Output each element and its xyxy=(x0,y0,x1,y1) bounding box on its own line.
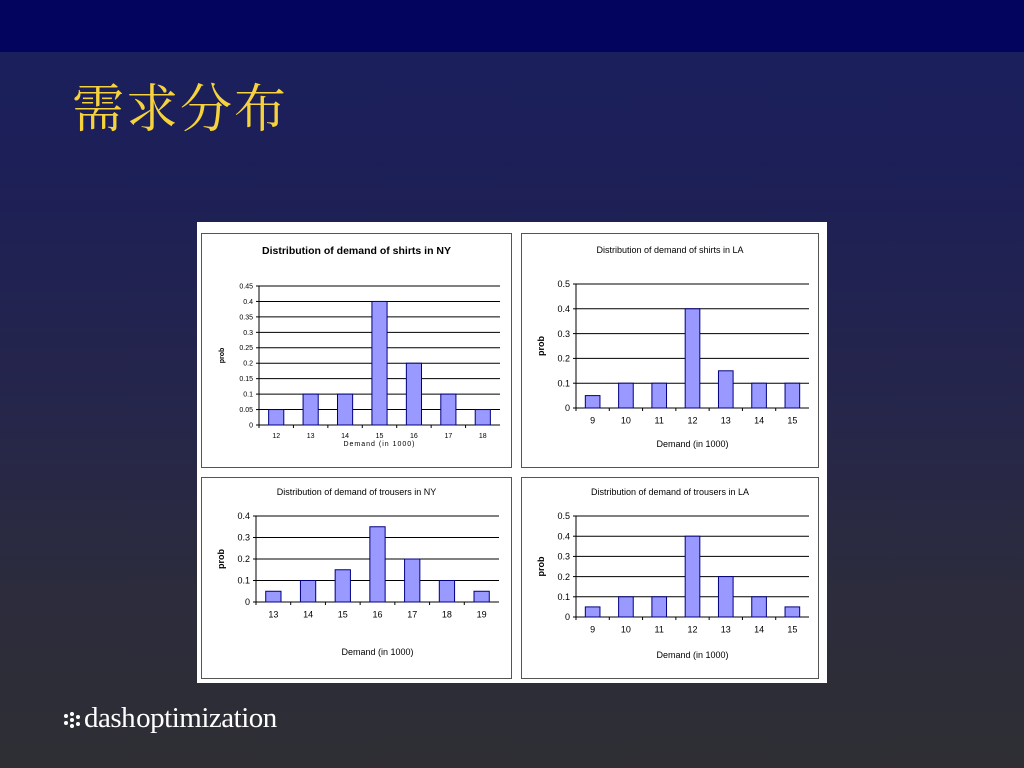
chart-panel-trousers-la xyxy=(521,477,819,679)
y-tick-label: 0 xyxy=(564,403,570,414)
x-tick-label: 19 xyxy=(476,609,487,620)
bar-15 xyxy=(785,383,800,408)
bar-17 xyxy=(441,394,456,425)
charts-figure xyxy=(197,222,827,683)
x-tick-label: 12 xyxy=(687,624,698,635)
x-tick-label: 10 xyxy=(620,624,631,635)
x-tick-label: 14 xyxy=(754,415,765,426)
y-axis-label: prob xyxy=(536,556,546,577)
x-tick-label: 13 xyxy=(720,624,731,635)
chart-shirts-la xyxy=(522,234,818,467)
x-tick-label: 11 xyxy=(654,415,664,426)
chart-trousers-la xyxy=(522,478,818,678)
y-tick-label: 0 xyxy=(564,612,570,623)
x-tick-label: 13 xyxy=(268,609,279,620)
bar-14 xyxy=(337,394,352,425)
y-tick-label: 0.1 xyxy=(557,591,570,602)
chart-title: Distribution of demand of trousers in LA xyxy=(590,487,750,497)
y-tick-label: 0.5 xyxy=(557,279,570,290)
chart-panel-shirts-ny xyxy=(201,233,512,468)
bar-12 xyxy=(685,309,700,408)
y-tick-label: 0.3 xyxy=(243,329,253,337)
bar-9 xyxy=(585,396,600,408)
x-tick-label: 15 xyxy=(787,624,798,635)
y-tick-label: 0.3 xyxy=(557,551,570,562)
bar-15 xyxy=(785,607,800,617)
bar-18 xyxy=(439,581,454,603)
x-tick-label: 16 xyxy=(372,609,383,620)
y-tick-label: 0 xyxy=(244,597,250,608)
y-tick-label: 0.2 xyxy=(557,353,570,364)
bar-11 xyxy=(652,597,667,617)
x-tick-label: 12 xyxy=(687,415,698,426)
chart-shirts-ny xyxy=(202,234,511,467)
bar-12 xyxy=(685,536,700,617)
y-tick-label: 0.15 xyxy=(239,376,253,384)
x-axis-label: Demand (in 1000) xyxy=(341,647,414,657)
x-axis-label: Demand (in 1000) xyxy=(656,650,729,660)
chart-title: Distribution of demand of shirts in NY xyxy=(262,245,451,257)
bar-14 xyxy=(752,383,767,408)
x-tick-label: 15 xyxy=(337,609,348,620)
x-tick-label: 13 xyxy=(720,415,731,426)
x-tick-label: 10 xyxy=(620,415,631,426)
bar-13 xyxy=(718,371,733,408)
y-tick-label: 0.4 xyxy=(557,531,570,542)
x-tick-label: 12 xyxy=(272,433,281,441)
x-tick-label: 9 xyxy=(590,415,596,426)
x-tick-label: 18 xyxy=(478,433,487,441)
y-tick-label: 0.25 xyxy=(239,345,253,353)
y-axis-label: prob xyxy=(536,336,546,356)
chart-panel-shirts-la xyxy=(521,233,819,468)
y-tick-label: 0.2 xyxy=(237,554,250,565)
chart-title: Distribution of demand of shirts in LA xyxy=(596,245,744,255)
x-tick-label: 17 xyxy=(444,433,453,441)
x-axis-label: Demand (in 1000) xyxy=(656,439,729,449)
x-tick-label: 15 xyxy=(375,433,384,441)
y-tick-label: 0.1 xyxy=(243,391,253,399)
company-logo xyxy=(64,702,277,735)
bar-14 xyxy=(300,581,315,603)
logo-optimization-text: optimization xyxy=(136,702,277,734)
x-tick-label: 11 xyxy=(654,624,664,635)
bar-13 xyxy=(303,394,318,425)
x-tick-label: 15 xyxy=(787,415,798,426)
bar-11 xyxy=(652,383,667,408)
bar-16 xyxy=(370,527,385,602)
y-tick-label: 0.3 xyxy=(237,532,250,543)
bar-17 xyxy=(405,559,420,602)
y-axis-label: prob xyxy=(219,347,226,364)
bar-10 xyxy=(619,597,634,617)
bar-9 xyxy=(585,607,600,617)
y-tick-label: 0.35 xyxy=(239,314,253,322)
x-tick-label: 16 xyxy=(410,433,418,441)
chart-title: Distribution of demand of trousers in NY xyxy=(276,487,437,497)
header-bar xyxy=(0,0,1024,52)
bar-14 xyxy=(752,597,767,617)
y-tick-label: 0.45 xyxy=(239,283,253,291)
bar-10 xyxy=(619,383,634,408)
y-tick-label: 0.4 xyxy=(237,511,250,522)
y-tick-label: 0.05 xyxy=(239,407,253,415)
x-tick-label: 14 xyxy=(754,624,765,635)
x-tick-label: 13 xyxy=(306,433,315,441)
x-tick-label: 17 xyxy=(407,609,418,620)
y-tick-label: 0.1 xyxy=(237,575,250,586)
logo-dash-text: dash xyxy=(84,702,136,734)
bar-13 xyxy=(718,577,733,617)
y-tick-label: 0.2 xyxy=(243,360,253,368)
y-tick-label: 0 xyxy=(249,422,253,430)
bar-15 xyxy=(372,301,387,425)
chart-trousers-ny xyxy=(202,478,511,678)
bar-19 xyxy=(474,591,489,602)
x-tick-label: 14 xyxy=(341,433,349,441)
bar-12 xyxy=(269,410,284,425)
x-axis-label: Demand (in 1000) xyxy=(343,441,416,448)
slide-title: 需求分布 xyxy=(72,80,289,140)
y-tick-label: 0.5 xyxy=(557,511,570,522)
y-tick-label: 0.1 xyxy=(557,378,570,389)
y-tick-label: 0.4 xyxy=(557,303,570,314)
bar-13 xyxy=(266,591,281,602)
x-tick-label: 9 xyxy=(590,624,596,635)
x-tick-label: 18 xyxy=(441,609,452,620)
bar-15 xyxy=(335,570,350,602)
bar-18 xyxy=(475,410,490,425)
logo-dots-icon xyxy=(64,712,82,728)
y-tick-label: 0.4 xyxy=(243,298,253,306)
y-axis-label: prob xyxy=(216,549,226,569)
bar-16 xyxy=(406,363,421,425)
chart-panel-trousers-ny xyxy=(201,477,512,679)
y-tick-label: 0.2 xyxy=(557,571,570,582)
y-tick-label: 0.3 xyxy=(557,328,570,339)
x-tick-label: 14 xyxy=(303,609,314,620)
